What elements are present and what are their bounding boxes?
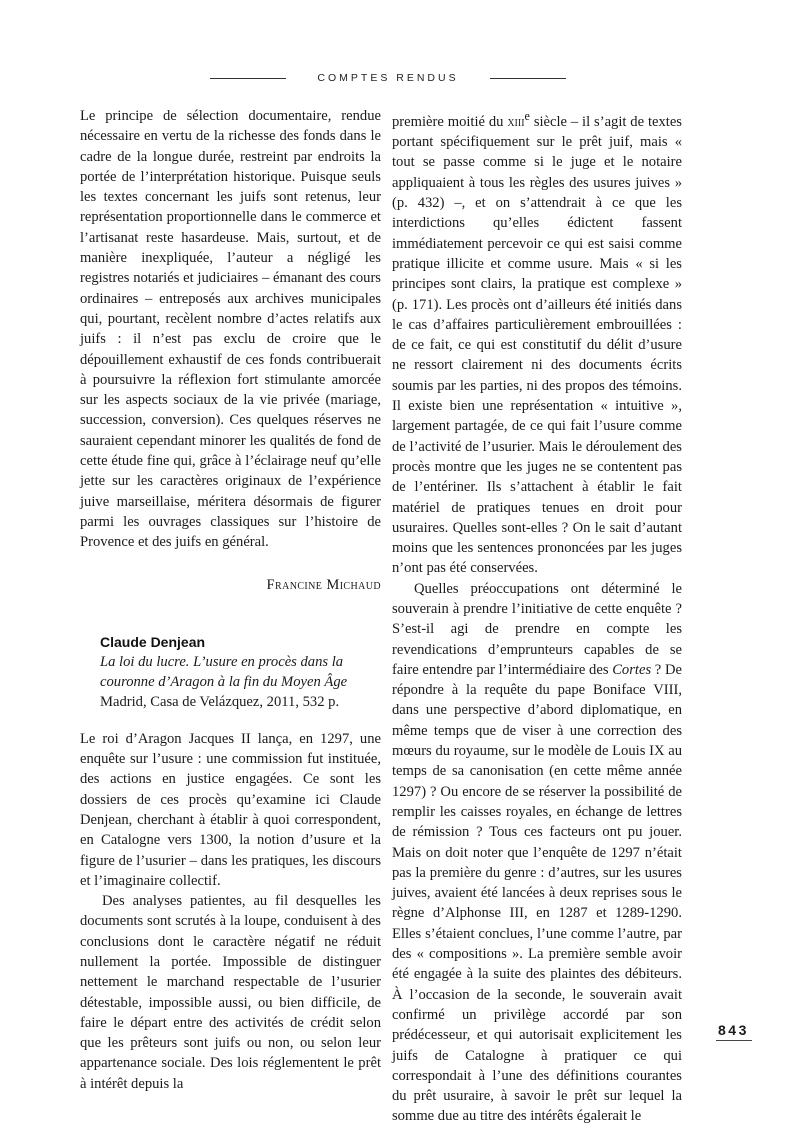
right-paragraph-1-rest: siècle – il s’agit de textes portant spécifiquement sur le prêt juif, mais « tout se passe comme si le juge et le notaire appliquaient à tous les règles des usures juives » (p. 432) –, et on s’attendrait à ce que les interdictions qu’elles édictent fassent immédiatement percevoir ce qui est saisi comme pratique illicite et comme usure. Mais « si les principes sont clairs, la pratique est complexe » (p. 171). Les procès ont d’ailleurs été initiés dans le cas d’affaires particulièrement embrouillées : de ce fait, ce qui est constitutif du délit d’usure ne ressort clairement ni des documents écrits soumis par les parties, ni des propos des témoins. Il existe bien une représentation « intuitive », largement partagée, de ce qui fait l’usure comme de l’activité de l’usurier. Mais le déroulement des procès montre que les juges ne se contentent pas de l’entériner. Ils s’attachent à établir le fait matériel de pratiques tenues en droit pour usuraires. Quelles sont-elles ? On le sait d’autant moins que les sentences prononcées par les juges n’ont pas été conservées. — [392, 113, 682, 577]
right-paragraph-2-b: ? De répondre à la requête du pape Boniface VIII, dans une perspective d’abord diplomatique, en même temps que de viser à une correction des mœurs du royaume, sur le modèle de Louis IX au temps de sa canonisation (en cette même année 1297) ? Ou encore de se réserver la possibilité de remplir les caisses royales, en échange de lettres de rémission ? Tous ces facteurs ont pu jouer. Mais on doit noter que l’enquête de 1297 n’était pas la première du genre : d’autres, sur les usures juives, avaient été lancées à deux reprises sous le règne d’Alphonse III, en 1287 et 1289-1290. Elles s’étaient conclues, l’une comme l’autre, par des « compositions ». La première semble avoir été engagée à la suite des plaintes des débiteurs. À l’occasion de la seconde, le souverain avait confirmé un privilège accordé par son prédécesseur, et qui autorisait explicitement les juifs de Catalogne à pratiquer ce qui correspondait à l’une des définitions courantes du prêt usuraire, à savoir le prêt sur lequel la somme due au titre des intérêts égalerait le — [392, 661, 682, 1125]
century-numeral: xiii — [507, 113, 525, 130]
right-paragraph-2-a: Quelles préoccupations ont déterminé le souverain à prendre l’initiative de cette enquête ? S’est-il agi de prendre en compte les revendications d’emprunteurs capables de se faire entendre par l’intermédiaire des — [392, 580, 682, 678]
left-column — [80, 106, 381, 1094]
right-paragraph-1-start: première moitié du — [392, 113, 508, 130]
review-signature: Francine Michaud — [266, 576, 381, 593]
review-author: Claude Denjean — [100, 633, 206, 650]
century-superscript: e — [524, 109, 530, 123]
review-paragraph-2: Des analyses patientes, au fil desquelles les documents sont scrutés à la loupe, conduisent à des conclusions dont le caractère négatif ne réduit nullement la portée. Impossible de distinguer nettement le marchand respectable de l’usurier détestable, impossible aussi, ou bien difficile, de faire le départ entre des activités de crédit selon que les prêteurs sont juifs ou non, ou selon leur appartenance sociale. Des lois réglementent le prêt à intérêt depuis la — [80, 893, 381, 1092]
review-book-title: La loi du lucre. L’usure en procès dans la couronne d’Aragon à la fin du Moyen Âge — [100, 653, 348, 691]
page-number: 843 — [718, 1022, 749, 1038]
right-paragraph-2 — [392, 579, 682, 1127]
review-paragraph-1: Le roi d’Aragon Jacques II lança, en 1297, une enquête sur l’usure : une commission fut instituée, des actions en justice engagées. Ce sont les dossiers de ces procès qu’examine ici Claude Denjean, cherchant à établir à quoi correspondent, en Catalogne vers 1300, la notion d’usure et la figure de l’usurier – dans les pratiques, les discours et l’imaginaire collectif. — [80, 730, 381, 889]
cortes-italic: Cortes — [612, 661, 652, 678]
right-column — [392, 106, 682, 1127]
header-rule-right — [490, 78, 566, 79]
review-heading — [80, 633, 381, 713]
running-header — [210, 70, 566, 86]
continued-paragraph: Le principe de sélection documentaire, rendue nécessaire en vertu de la richesse des fonds dans le cadre de la longue durée, restreint par endroits la portée de l’interprétation historique. Puisque seuls les textes concernant les juifs sont retenus, leur représentation proportionnelle dans le commerce et l’artisanat reste hasardeuse. Mais, surtout, et de manière inexpliquée, l’auteur a négligé les registres notariés et judiciaires – émanant des cours ordinaires – entreposés aux archives municipales qui, pourtant, recèlent nombre d’actes relatifs aux juifs : il n’est pas exclu de croire que le dépouillement exhaustif de ces fonds contribuerait à poursuivre la réflexion fort stimulante amorcée sur les aspects sociaux de la vie privée (mariage, succession, conversion). Ces quelques réserves ne sauraient cependant minorer les qualités de fond de cette étude fine qui, grâce à l’éclairage neuf qu’elle jette sur les caractères originaux de l’expérience juive marseillaise, méritera désormais de figurer parmi les ouvrages classiques sur l’histoire de Provence et des juifs en général. — [80, 108, 381, 551]
review-publication: Madrid, Casa de Velázquez, 2011, 532 p. — [100, 694, 340, 711]
header-rule-left — [210, 78, 286, 79]
running-header-title: COMPTES RENDUS — [317, 72, 459, 84]
right-paragraph-1 — [392, 106, 682, 579]
review-body — [80, 729, 381, 1094]
page-number-rule — [716, 1040, 752, 1041]
